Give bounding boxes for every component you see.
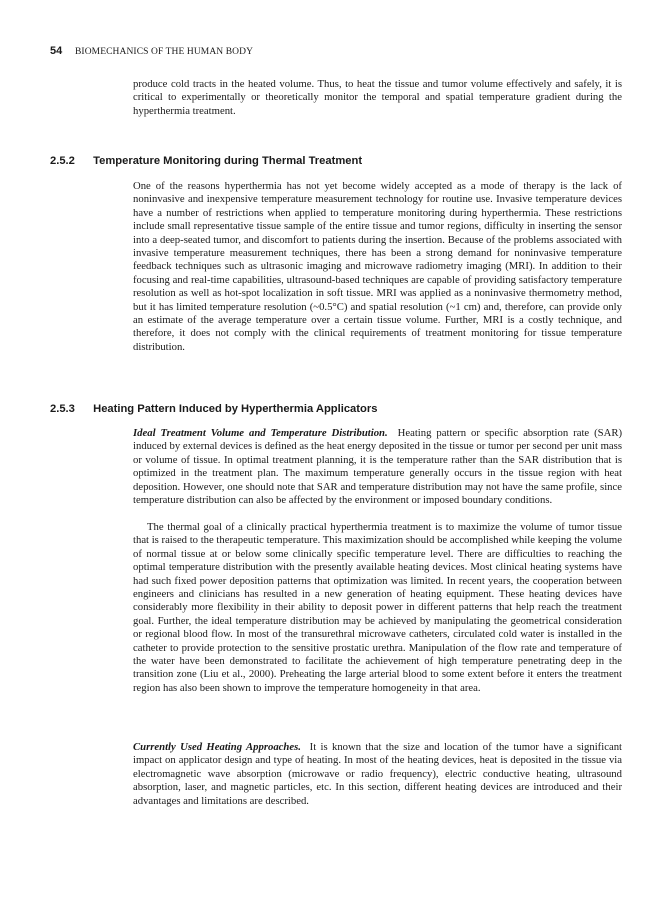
section-heading-2-5-2 <box>50 155 362 167</box>
paragraph-run-in-heading: Currently Used Heating Approaches. <box>133 741 301 753</box>
section-title: Temperature Monitoring during Thermal Treatment <box>93 155 363 167</box>
section-number: 2.5.3 <box>50 403 75 415</box>
section-number: 2.5.2 <box>50 155 75 167</box>
running-title: BIOMECHANICS OF THE HUMAN BODY <box>75 47 254 57</box>
heating-approaches-paragraph <box>133 741 622 808</box>
ideal-treatment-paragraph <box>133 427 622 507</box>
page-number: 54 <box>50 45 63 57</box>
page-header <box>50 45 630 57</box>
temperature-monitoring-paragraph: One of the reasons hyperthermia has not yet become widely accepted as a mode of therapy is the lack of noninvasive and inexpensive temperature measurement technology for routine use. Invasive temperature devices have a number of restrictions when applied to temperature monitoring during hyperthermia. These restrictions include small representative tissue sample of the entire tissue and tumor regions, difficulty in inserting the sensor into a deep-seated tumor, and discomfort to patients during the insertion. Because of the problems associated with invasive temperature measurement techniques, there has been a strong demand for noninvasive temperature feedback techniques such as ultrasonic imaging and microwave radiometry imaging (MRI). In addition to their focusing and real-time capabilities, ultrasound-based techniques are capable of providing satisfactory temperature resolution as well as hot-spot localization in soft tissue. MRI was applied as a noninvasive thermometry method, but it has limited temperature resolution (~0.5°C) and spatial resolution (~1 cm) and, therefore, can provide only an estimate of the average temperature over a certain tissue volume. Further, MRI is a costly technique, and therefore, it does not comply with the clinical requirements of treatment monitoring for tissue temperature distribution. <box>133 180 622 353</box>
paragraph-text: Heating pattern or specific absorption rate (SAR) induced by external devices is defined as the heat energy deposited in the tissue or tumor per second per unit mass or volume of tissue. In optimal treatment planning, it is the temperature rather than the SAR distribution that is optimized in the treatment plan. The maximum temperature generally occurs in the tissue region with heat deposition. However, one should note that SAR and temperature distribution may not have the same profile, since temperature distribution can also be affected by the environment or imposed boundary conditions. <box>133 427 623 507</box>
section-title: Heating Pattern Induced by Hyperthermia Applicators <box>93 403 378 415</box>
section-heading-2-5-3 <box>50 403 377 415</box>
paragraph-text: It is known that the size and location of the tumor have a significant impact on applicator design and type of heating. In most of the heating devices, heat is deposited in the tissue via electromagnetic wave absorption (microwave or radio frequency), electric conductive heating, ultrasound absorption, laser, and magnetic particles, etc. In this section, different heating devices are introduced and their advantages and limitations are described. <box>133 741 623 807</box>
intro-paragraph: produce cold tracts in the heated volume. Thus, to heat the tissue and tumor volume effectively and safely, it is critical to experimentally or theoretically monitor the temporal and spatial temperature gradient during the hyperthermia treatment. <box>133 78 622 117</box>
thermal-goal-paragraph: The thermal goal of a clinically practical hyperthermia treatment is to maximize the volume of tumor tissue that is raised to the therapeutic temperature. This maximization should be accomplished while keeping the volume of normal tissue at or below some clinically specific temperature level. There are difficulties to reaching the optimal temperature distribution with the presently available heating devices. Most clinical heating systems have had such fixed power deposition patterns that optimization was limited. In recent years, the cooperation between engineers and clinicians has resulted in a new generation of heating equipment. These heating devices have considerably more flexibility in their ability to deposit power in different patterns that help reach the treatment goal. Further, the ideal temperature distribution may be achieved by manipulating the geometrical consideration or regional blood flow. In most of the transurethral microwave catheters, circulated cold water is installed in the catheter to provide protection to the sensitive prostatic urethra. Manipulation of the flow rate and temperature of the water have been demonstrated to facilitate the achievement of high temperature penetrating deep in the transition zone (Liu et al., 2000). Preheating the large arterial blood to some extent before it enters the treatment region has also been shown to improve the temperature homogeneity in that area. <box>133 521 622 694</box>
paragraph-run-in-heading: Ideal Treatment Volume and Temperature Distribution. <box>133 427 388 439</box>
